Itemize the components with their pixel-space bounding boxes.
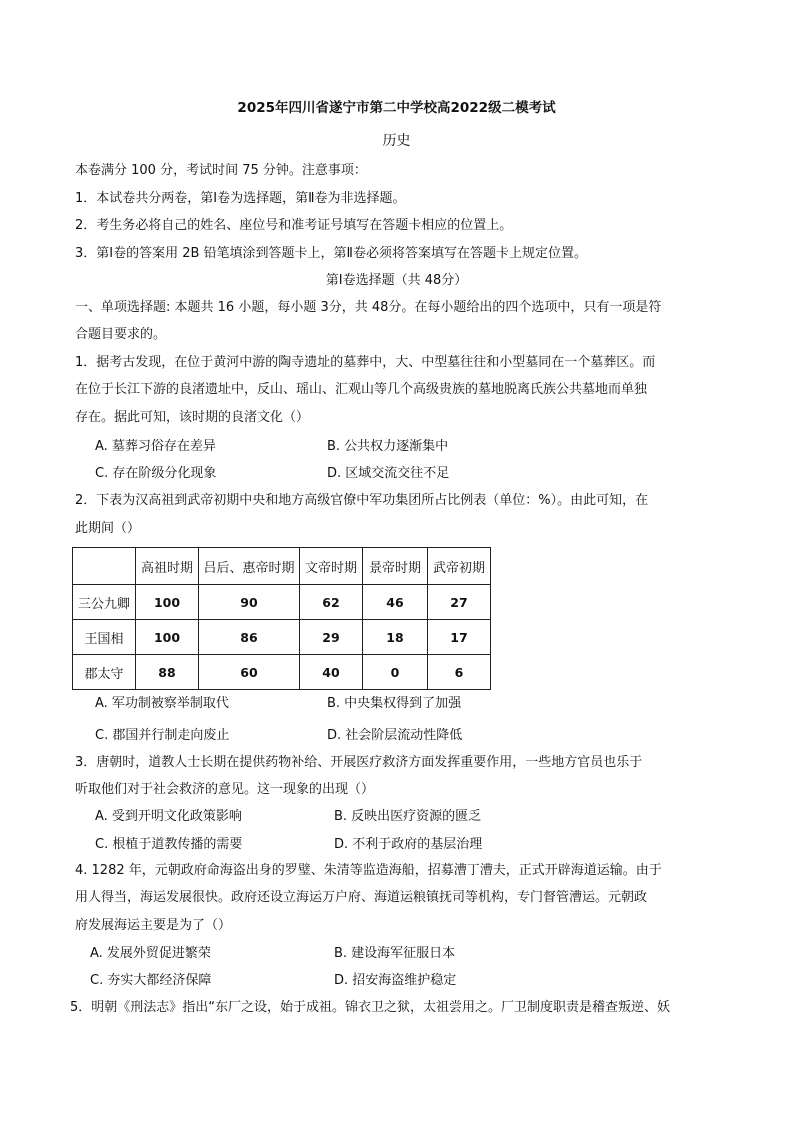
option-d: D. 不利于政府的基层治理 — [334, 837, 483, 852]
table-cell: 60 — [199, 655, 300, 690]
table-header-cell: 吕后、惠帝时期 — [199, 548, 300, 585]
table-cell: 46 — [363, 585, 428, 620]
option-b: B. 中央集权得到了加强 — [327, 696, 462, 711]
table-cell: 86 — [199, 620, 300, 655]
option-d: D. 区域交流交往不足 — [327, 466, 450, 481]
question-4-stem: 4. 1282 年，元朝政府命海盗出身的罗璧、朱清等监造海船，招募漕丁漕夫，正式开辟海道运输。由于 — [75, 863, 662, 878]
table-row — [73, 620, 491, 655]
option-c: C. 夯实大都经济保障 — [90, 973, 212, 988]
option-d: D. 招安海盗维护稳定 — [334, 973, 457, 988]
option-a: A. 受到开明文化政策影响 — [95, 809, 242, 824]
option-a: A. 发展外贸促进繁荣 — [90, 946, 211, 961]
question-1-stem: 在位于长江下游的良渚遗址中，反山、瑶山、汇观山等几个高级贵族的墓地脱离氏族公共墓地而单独 — [75, 382, 648, 397]
exam-title: 2025年四川省遂宁市第二中学校高2022级二模考试 — [237, 100, 556, 116]
option-a: A. 墓葬习俗存在差异 — [95, 439, 216, 454]
option-a: A. 军功制被察举制取代 — [95, 696, 229, 711]
table-cell: 29 — [300, 620, 363, 655]
section-instruction: 合题目要求的。 — [75, 327, 167, 342]
question-3-stem: 3．唐朝时，道教人士长期在提供药物补给、开展医疗救济方面发挥重要作用，一些地方官员也乐于 — [75, 755, 643, 770]
option-d: D. 社会阶层流动性降低 — [327, 728, 463, 743]
option-c: C. 郡国并行制走向废止 — [95, 728, 230, 743]
subject-title: 历史 — [382, 133, 411, 149]
table-header-cell: 武帝初期 — [428, 548, 491, 585]
table-row — [73, 585, 491, 620]
question-1-stem: 存在。据此可知，该时期的良渚文化（） — [75, 410, 310, 425]
table-row-label: 王国相 — [73, 620, 136, 655]
option-b: B. 建设海军征服日本 — [334, 946, 456, 961]
question-2-stem: 2．下表为汉高祖到武帝初期中央和地方高级官僚中军功集团所占比例表（单位：%）。由此可知，在 — [75, 493, 649, 508]
table-cell: 18 — [363, 620, 428, 655]
table-cell: 100 — [136, 620, 199, 655]
section-instruction: 一、单项选择题: 本题共 16 小题，每小题 3分，共 48分。在每小题给出的四个选项中，只有一项是符 — [75, 300, 662, 315]
table-cell: 0 — [363, 655, 428, 690]
question-1-stem: 1．据考古发现，在位于黄河中游的陶寺遗址的墓葬中，大、中型墓往往和小型墓同在一个墓葬区。而 — [75, 355, 656, 370]
question-5-stem: 5．明朝《刑法志》指出“东厂之设，始于成祖。锦衣卫之狱，太祖尝用之。厂卫制度职责是稽查叛逆、妖 — [70, 1000, 671, 1015]
option-b: B. 公共权力逐渐集中 — [327, 439, 449, 454]
option-c: C. 存在阶级分化现象 — [95, 466, 217, 481]
table-cell: 100 — [136, 585, 199, 620]
table-header-cell — [73, 548, 136, 585]
notes-intro: 本卷满分 100 分，考试时间 75 分钟。注意事项： — [75, 163, 367, 178]
table-cell: 40 — [300, 655, 363, 690]
table-header-cell: 高祖时期 — [136, 548, 199, 585]
option-b: B. 反映出医疗资源的匮乏 — [334, 809, 482, 824]
question-4-stem: 用人得当，海运发展很快。政府还设立海运万户府、海道运粮镇抚司等机构，专门督管漕运。元朝政 — [75, 890, 648, 905]
note-item: 3．第Ⅰ卷的答案用 2B 铅笔填涂到答题卡上，第Ⅱ卷必须将答案填写在答题卡上规定位置。 — [75, 246, 587, 261]
officials-ratio-table — [72, 547, 491, 690]
question-2-stem: 此期间（） — [75, 521, 141, 536]
section-title: 第Ⅰ卷选择题（共 48分） — [325, 273, 468, 288]
table-cell: 27 — [428, 585, 491, 620]
question-3-stem: 听取他们对于社会救济的意见。这一现象的出现（） — [75, 782, 375, 797]
table-cell: 6 — [428, 655, 491, 690]
table-header-row — [73, 548, 491, 585]
table-header-cell: 景帝时期 — [363, 548, 428, 585]
option-c: C. 根植于道教传播的需要 — [95, 837, 243, 852]
table-cell: 88 — [136, 655, 199, 690]
table-cell: 62 — [300, 585, 363, 620]
table-cell: 17 — [428, 620, 491, 655]
table-row-label: 三公九卿 — [73, 585, 136, 620]
question-4-stem: 府发展海运主要是为了（） — [75, 918, 232, 933]
table-header-cell: 文帝时期 — [300, 548, 363, 585]
table-row — [73, 655, 491, 690]
note-item: 2．考生务必将自己的姓名、座位号和准考证号填写在答题卡相应的位置上。 — [75, 218, 513, 233]
table-row-label: 郡太守 — [73, 655, 136, 690]
table-cell: 90 — [199, 585, 300, 620]
note-item: 1．本试卷共分两卷，第Ⅰ卷为选择题，第Ⅱ卷为非选择题。 — [75, 191, 406, 206]
